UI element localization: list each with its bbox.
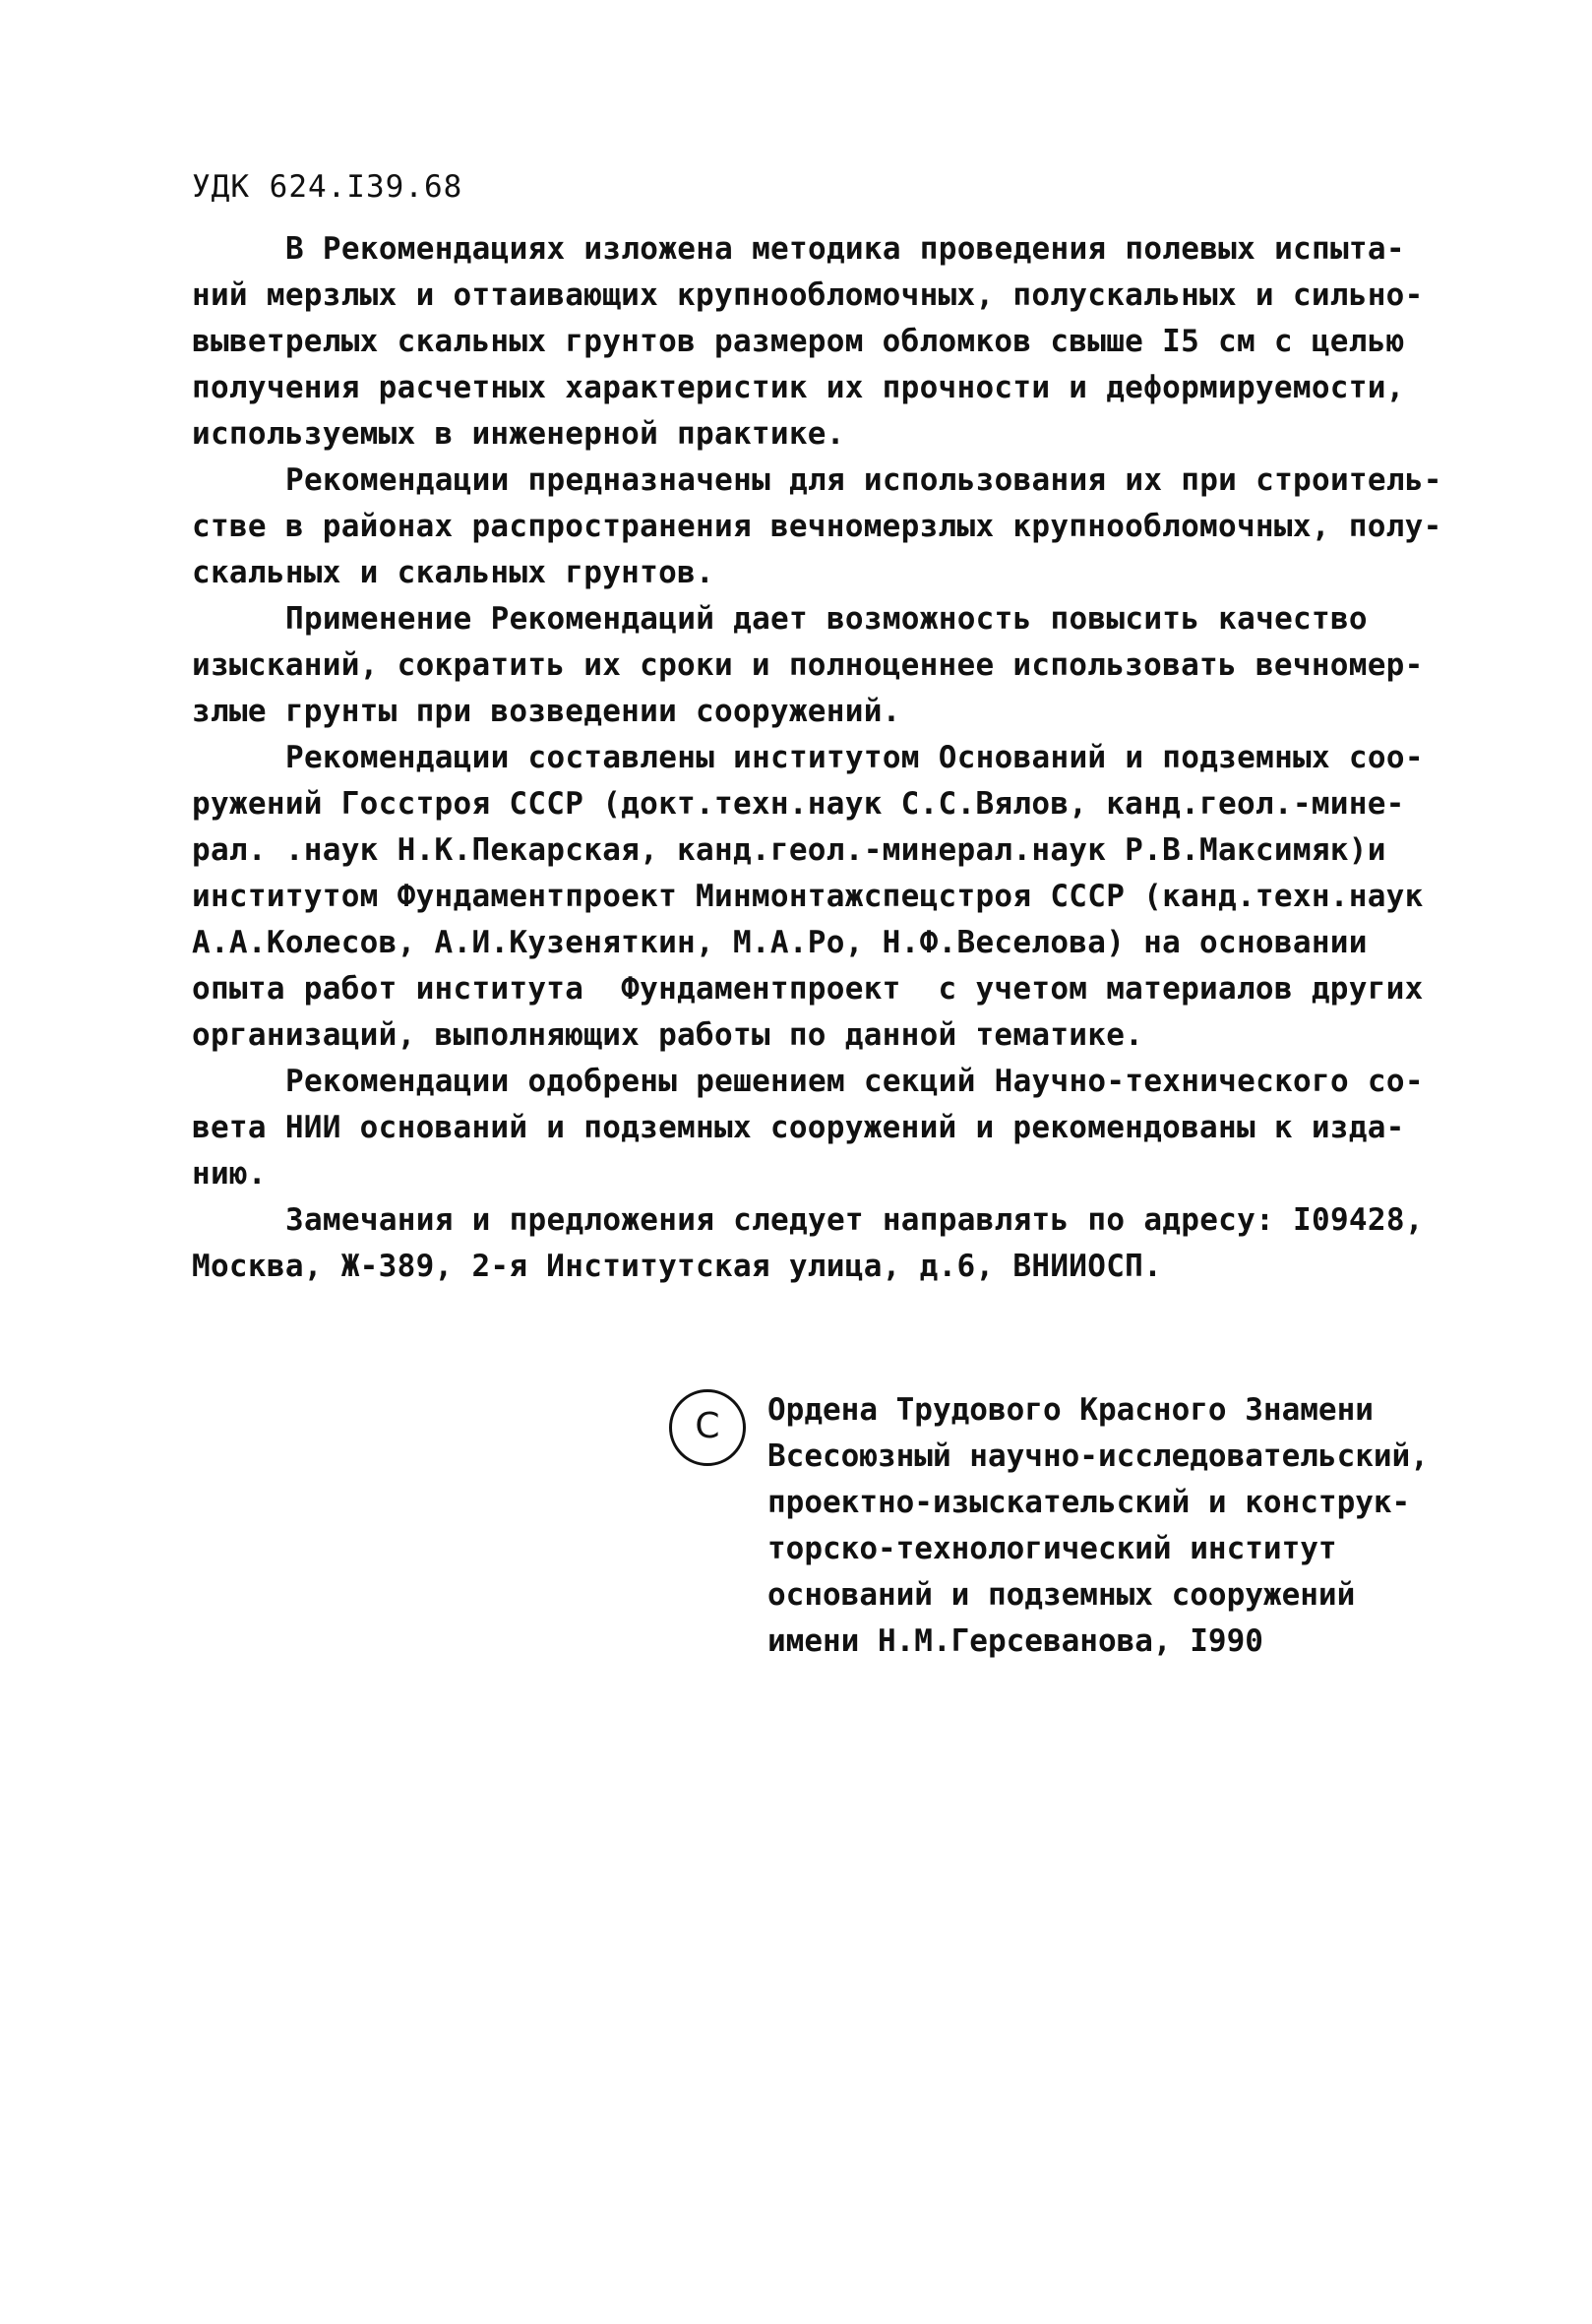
udk-code: УДК 624.I39.68 — [192, 169, 463, 205]
text-line: злые грунты при возведении сооружений. — [192, 694, 901, 729]
text-line: вета НИИ оснований и подземных сооружений и рекомендованы к изда- — [192, 1110, 1405, 1145]
text-line: Рекомендации составлены институтом Оснований и подземных соо- — [285, 740, 1424, 775]
text-line: Рекомендации одобрены решением секций Научно-технического со- — [285, 1064, 1424, 1099]
text-line: изысканий, сократить их сроки и полноценнее использовать вечномер- — [192, 647, 1424, 683]
text-line: Москва, Ж-389, 2-я Институтская улица, д.6, ВНИИОСП. — [192, 1249, 1163, 1284]
text-line: институтом Фундаментпроект Минмонтажспецстроя СССР (канд.техн.наук — [192, 879, 1424, 914]
paragraph-3 — [192, 596, 1461, 735]
body-text — [192, 226, 1461, 1290]
text-line: рал. .наук Н.К.Пекарская, канд.геол.-минерал.наук Р.В.Максимяк)и — [192, 832, 1386, 868]
publisher-info — [767, 1387, 1476, 1665]
text-line: Применение Рекомендаций дает возможность повысить качество — [285, 601, 1368, 637]
text-line: получения расчетных характеристик их прочности и деформируемости, — [192, 370, 1405, 405]
text-line: ний мерзлых и оттаивающих крупнообломочных, полускальных и сильно- — [192, 277, 1424, 313]
text-line: ружений Госстроя СССР (докт.техн.наук С.С.Вялов, канд.геол.-мине- — [192, 786, 1405, 822]
publisher-line: Всесоюзный научно-исследовательский, — [767, 1438, 1429, 1474]
text-line: опыта работ института Фундаментпроект с учетом материалов других — [192, 971, 1424, 1007]
text-line: организаций, выполняющих работы по данной тематике. — [192, 1017, 1144, 1053]
text-line: А.А.Колесов, А.И.Кузеняткин, М.А.Ро, Н.Ф.Веселова) на основании — [192, 925, 1368, 960]
paragraph-6 — [192, 1197, 1461, 1290]
publisher-line: торско-технологический институт — [767, 1531, 1337, 1566]
text-line: выветрелых скальных грунтов размером обломков свыше I5 см с целью — [192, 324, 1405, 359]
publisher-line: имени Н.М.Герсеванова, I990 — [767, 1623, 1263, 1659]
publisher-line: Ордена Трудового Красного Знамени — [767, 1392, 1374, 1428]
text-line: В Рекомендациях изложена методика проведения полевых испыта- — [285, 231, 1405, 267]
publisher-line: оснований и подземных сооружений — [767, 1577, 1356, 1613]
paragraph-2 — [192, 458, 1461, 596]
text-line: скальных и скальных грунтов. — [192, 555, 714, 590]
text-line: стве в районах распространения вечномерзлых крупнообломочных, полу- — [192, 509, 1442, 544]
text-line: используемых в инженерной практике. — [192, 416, 845, 452]
publisher-line: проектно-изыскательский и конструк- — [767, 1485, 1411, 1520]
text-line: Рекомендации предназначены для использования их при строитель- — [285, 462, 1442, 498]
paragraph-4 — [192, 735, 1461, 1059]
text-line: Замечания и предложения следует направлять по адресу: I09428, — [285, 1202, 1424, 1238]
text-line: нию. — [192, 1156, 267, 1192]
paragraph-1 — [192, 226, 1461, 458]
paragraph-5 — [192, 1059, 1461, 1197]
copyright-icon: С — [669, 1389, 746, 1466]
